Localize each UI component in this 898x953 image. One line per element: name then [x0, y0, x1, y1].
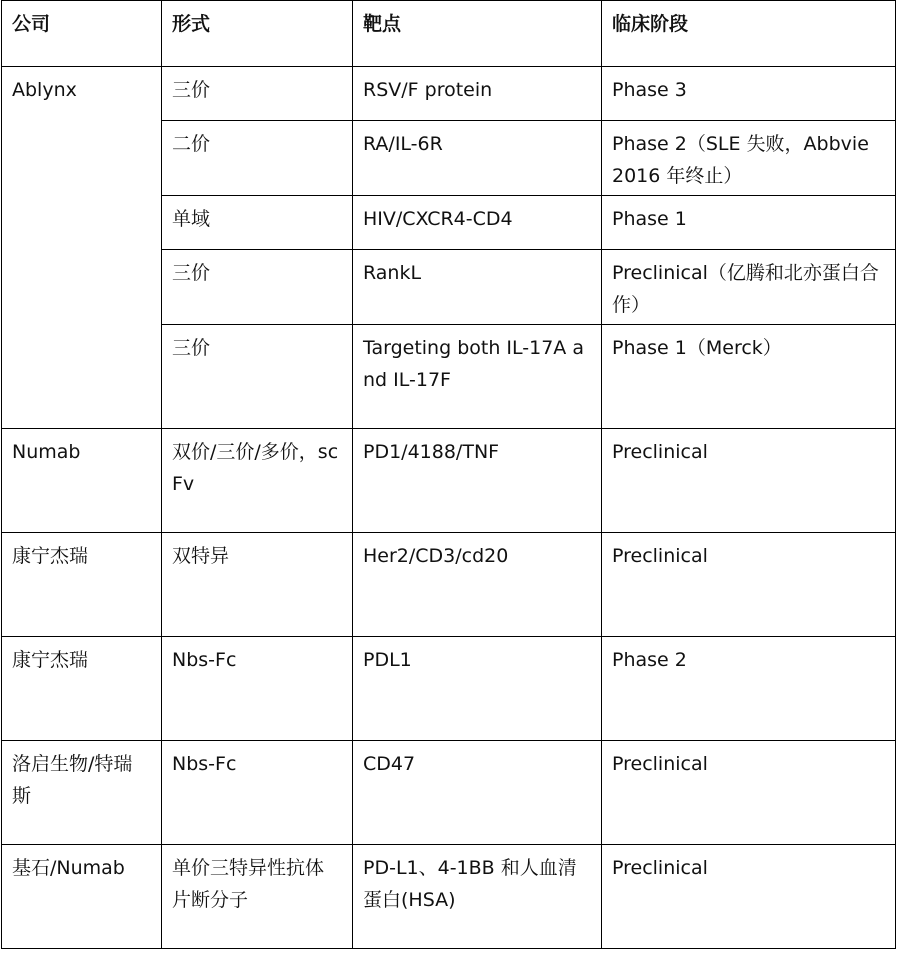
header-row	[2, 1, 896, 67]
format-cell: 二价	[162, 121, 353, 196]
format-cell: 三价	[162, 250, 353, 325]
table-row	[2, 67, 896, 121]
stage-cell: Preclinical	[602, 429, 896, 533]
header-target: 靶点	[353, 1, 602, 67]
format-cell: 三价	[162, 67, 353, 121]
table-row	[2, 741, 896, 845]
table-row	[2, 429, 896, 533]
company-cell: Numab	[2, 429, 162, 533]
header-format: 形式	[162, 1, 353, 67]
target-cell: PD-L1、4-1BB 和人血清蛋白(HSA)	[353, 845, 602, 949]
company-cell: Ablynx	[2, 67, 162, 429]
format-cell: 双特异	[162, 533, 353, 637]
stage-cell: Phase 3	[602, 67, 896, 121]
stage-cell: Phase 1	[602, 196, 896, 250]
stage-cell: Preclinical	[602, 533, 896, 637]
table-row	[2, 533, 896, 637]
stage-cell: Phase 1（Merck）	[602, 325, 896, 429]
target-cell: RankL	[353, 250, 602, 325]
table-row	[2, 637, 896, 741]
header-stage: 临床阶段	[602, 1, 896, 67]
format-cell: Nbs-Fc	[162, 741, 353, 845]
format-cell: 单域	[162, 196, 353, 250]
header-company: 公司	[2, 1, 162, 67]
target-cell: RA/IL-6R	[353, 121, 602, 196]
pipeline-table	[1, 0, 896, 949]
stage-cell: Preclinical	[602, 741, 896, 845]
target-cell: HIV/CXCR4-CD4	[353, 196, 602, 250]
company-cell: 康宁杰瑞	[2, 637, 162, 741]
target-cell: Her2/CD3/cd20	[353, 533, 602, 637]
target-cell: CD47	[353, 741, 602, 845]
format-cell: 单价三特异性抗体片断分子	[162, 845, 353, 949]
format-cell: 三价	[162, 325, 353, 429]
stage-cell: Preclinical（亿腾和北亦蛋白合作）	[602, 250, 896, 325]
stage-cell: Phase 2	[602, 637, 896, 741]
format-cell: Nbs-Fc	[162, 637, 353, 741]
stage-cell: Preclinical	[602, 845, 896, 949]
target-cell: PDL1	[353, 637, 602, 741]
target-cell: PD1/4188/TNF	[353, 429, 602, 533]
company-cell: 洛启生物/特瑞斯	[2, 741, 162, 845]
target-cell: Targeting both IL-17A and IL-17F	[353, 325, 602, 429]
target-cell: RSV/F protein	[353, 67, 602, 121]
stage-cell: Phase 2（SLE 失败，Abbvie 2016 年终止）	[602, 121, 896, 196]
company-cell: 康宁杰瑞	[2, 533, 162, 637]
company-cell: 基石/Numab	[2, 845, 162, 949]
format-cell: 双价/三价/多价，scFv	[162, 429, 353, 533]
table-row	[2, 845, 896, 949]
